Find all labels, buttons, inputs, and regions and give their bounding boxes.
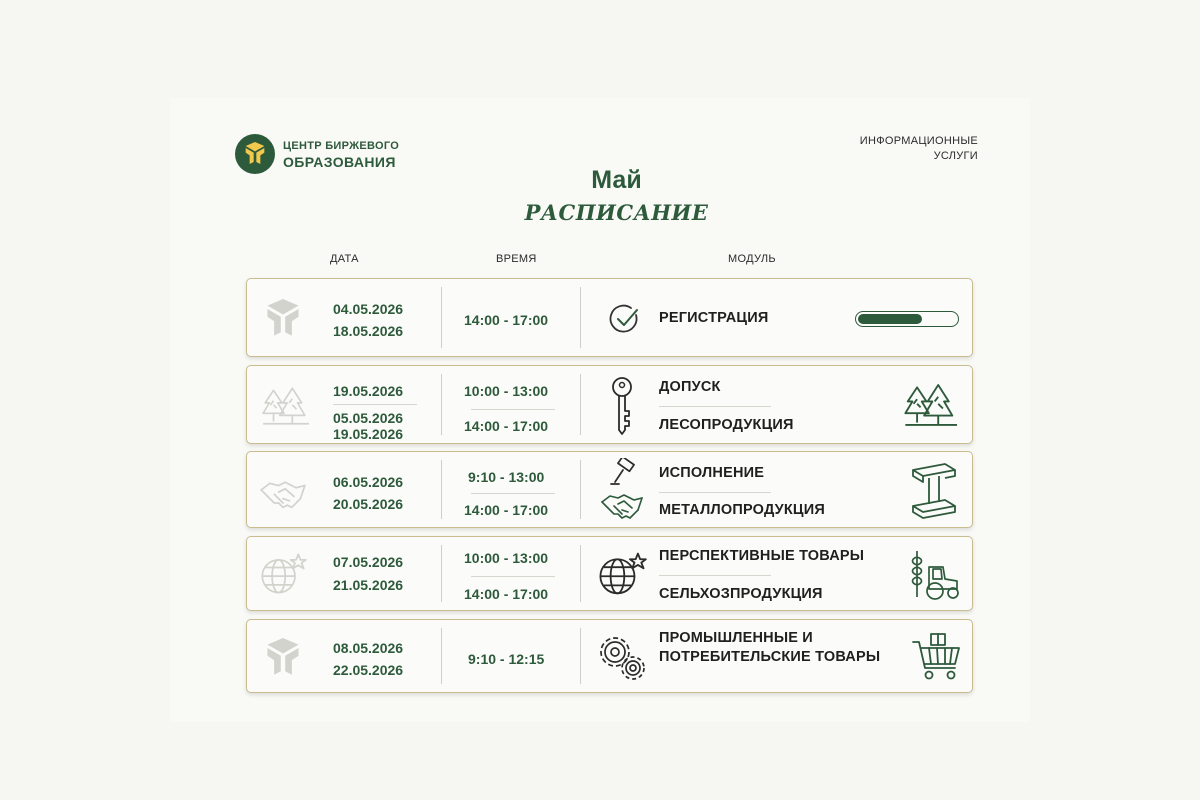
column-header-module: МОДУЛЬ <box>728 253 776 265</box>
brand-line1: ЦЕНТР БИРЖЕВОГО <box>283 140 400 152</box>
module-separator <box>659 406 771 407</box>
schedule-row[interactable] <box>246 365 973 444</box>
handshake-icon <box>259 470 307 512</box>
divider <box>441 628 442 684</box>
progress-fill <box>858 314 922 324</box>
registration-progress-bar <box>855 311 959 327</box>
divider <box>580 460 581 519</box>
gavel-handshake-icon <box>597 458 647 522</box>
row-date-1: 06.05.2026 <box>333 474 404 490</box>
divider <box>441 287 442 348</box>
divider <box>441 374 442 435</box>
row-module-2: СЕЛЬХОЗПРОДУКЦИЯ <box>659 586 823 602</box>
row-date-1: 19.05.2026 <box>333 383 404 399</box>
tractor-wheat-icon <box>907 547 963 603</box>
row-time-1: 10:00 - 13:00 <box>464 383 549 399</box>
row-module-1: РЕГИСТРАЦИЯ <box>659 310 769 326</box>
info-line1: ИНФОРМАЦИОННЫЕ <box>859 135 978 147</box>
shopping-cart-icon <box>911 632 963 682</box>
row-date-2: 20.05.2026 <box>333 496 404 512</box>
trees-icon <box>903 377 957 433</box>
info-services-label <box>860 134 978 164</box>
globe-star-icon <box>259 550 307 598</box>
row-date-2: 05.05.2026 <box>333 410 404 426</box>
row-date-1: 08.05.2026 <box>333 640 404 656</box>
divider <box>580 545 581 602</box>
row-module-1: ДОПУСК <box>659 379 721 395</box>
row-time-2: 14:00 - 17:00 <box>464 586 549 602</box>
trees-icon <box>261 380 309 432</box>
row-time-2: 14:00 - 17:00 <box>464 418 549 434</box>
brand-line2: ОБРАЗОВАНИЯ <box>283 154 396 170</box>
page-title: Май <box>591 166 642 194</box>
globe-star-icon <box>597 547 647 601</box>
row-time-2: 14:00 - 17:00 <box>464 502 549 518</box>
module-separator <box>659 492 771 493</box>
divider <box>580 287 581 348</box>
row-module-2: ПОТРЕБИТЕЛЬСКИЕ ТОВАРЫ <box>659 649 881 665</box>
row-time-1: 9:10 - 13:00 <box>468 469 545 485</box>
schedule-row[interactable] <box>246 278 973 357</box>
key-icon <box>611 376 633 436</box>
steel-beam-icon <box>909 462 959 520</box>
schedule-row[interactable] <box>246 619 973 693</box>
row-module-2: ЛЕСОПРОДУКЦИЯ <box>659 417 794 433</box>
row-date-1: 04.05.2026 <box>333 301 404 317</box>
logo-mark-icon <box>263 636 303 680</box>
column-header-date: ДАТА <box>330 253 359 265</box>
row-date-2: 18.05.2026 <box>333 323 404 339</box>
row-module-1: ИСПОЛНЕНИЕ <box>659 465 765 481</box>
row-time-1: 10:00 - 13:00 <box>464 550 549 566</box>
info-line2: УСЛУГИ <box>933 150 978 162</box>
logo-mark-icon <box>243 142 267 166</box>
gears-icon <box>593 630 649 684</box>
time-separator <box>471 493 555 494</box>
row-date-2: 21.05.2026 <box>333 577 404 593</box>
row-module-1: ПЕРСПЕКТИВНЫЕ ТОВАРЫ <box>659 548 865 564</box>
row-module-2: МЕТАЛЛОПРОДУКЦИЯ <box>659 502 825 518</box>
time-separator <box>471 409 555 410</box>
row-time-1: 9:10 - 12:15 <box>468 651 545 667</box>
row-date-1: 07.05.2026 <box>333 554 404 570</box>
row-date-3: 19.05.2026 <box>333 426 404 442</box>
row-date-2: 22.05.2026 <box>333 662 404 678</box>
module-separator <box>659 575 771 576</box>
row-module-1: ПРОМЫШЛЕННЫЕ И <box>659 630 813 646</box>
checkmark-circle-icon <box>609 303 641 335</box>
divider <box>441 460 442 519</box>
divider <box>580 628 581 684</box>
time-separator <box>471 576 555 577</box>
date-separator <box>333 404 417 405</box>
schedule-row[interactable] <box>246 451 973 528</box>
logo-mark-icon <box>263 297 303 341</box>
schedule-row[interactable] <box>246 536 973 611</box>
row-time-1: 14:00 - 17:00 <box>464 312 549 328</box>
page-subtitle: РАСПИСАНИЕ <box>524 200 709 225</box>
divider <box>441 545 442 602</box>
column-header-time: ВРЕМЯ <box>496 253 537 265</box>
divider <box>580 374 581 435</box>
